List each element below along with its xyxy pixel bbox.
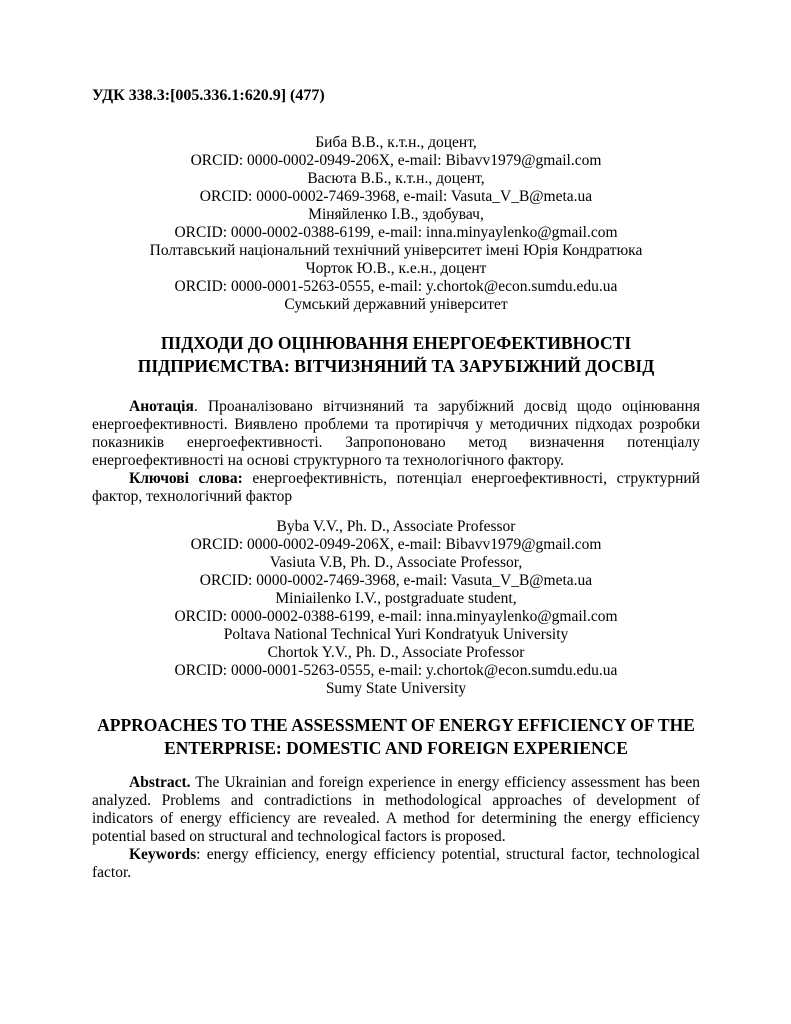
abstract-en	[92, 774, 700, 846]
author-line-en: ORCID: 0000-0002-0949-206X, e-mail: Bibavv1979@gmail.com	[190, 536, 602, 553]
authors-block-en	[92, 518, 700, 698]
keywords-ua-text: енергоефективність, потенціал енергоефективності, структурний фактор, технологічний фактор	[92, 470, 700, 505]
author-line-en: ORCID: 0000-0002-7469-3968, e-mail: Vasuta_V_B@meta.ua	[199, 572, 593, 589]
authors-block-ua	[92, 134, 700, 314]
author-line-ua: ORCID: 0000-0002-0388-6199, e-mail: inna.minyaylenko@gmail.com	[174, 224, 618, 241]
abstract-en-label: Abstract.	[129, 774, 191, 791]
author-line-ua: ORCID: 0000-0001-5263-0555, e-mail: y.chortok@econ.sumdu.edu.ua	[174, 278, 618, 295]
abstract-ua-label: Анотація	[129, 398, 194, 415]
abstract-en-text: The Ukrainian and foreign experience in energy efficiency assessment has been analyzed. Problems and contradictions in methodological approaches of development of indicators of energy efficiency are revealed. A method for determining the energy efficiency potential based on structural and technological factors is proposed.	[92, 774, 700, 845]
keywords-ua-label: Ключові слова:	[129, 470, 243, 487]
keywords-en	[92, 846, 700, 882]
affiliation-ua: Полтавський національний технічний університет імені Юрія Кондратюка	[149, 242, 643, 259]
article-title-ua: ПІДХОДИ ДО ОЦІНЮВАННЯ ЕНЕРГОЕФЕКТИВНОСТІ ПІДПРИЄМСТВА: ВІТЧИЗНЯНИЙ ТА ЗАРУБІЖНИЙ ДОСВІД	[137, 333, 655, 376]
author-line-ua: ORCID: 0000-0002-7469-3968, e-mail: Vasuta_V_B@meta.ua	[199, 188, 593, 205]
article-title-en: APPROACHES TO THE ASSESSMENT OF ENERGY EFFICIENCY OF THE ENTERPRISE: DOMESTIC AND FOREIGN EXPERIENCE	[97, 715, 695, 758]
udc-number: УДК 338.3:[005.336.1:620.9] (477)	[92, 87, 325, 104]
author-line-ua: Васюта В.Б., к.т.н., доцент,	[307, 170, 485, 187]
affiliation-en: Sumy State University	[325, 680, 467, 697]
author-line-ua: Чорток Ю.В., к.е.н., доцент	[305, 260, 487, 277]
keywords-en-text: : energy efficiency, energy efficiency potential, structural factor, technological factor.	[92, 846, 700, 881]
author-line-en: Miniailenko I.V., postgraduate student,	[275, 590, 517, 607]
author-line-en: Byba V.V., Ph. D., Associate Professor	[276, 518, 516, 535]
keywords-ua	[92, 470, 700, 506]
author-line-ua: Биба В.В., к.т.н., доцент,	[315, 134, 477, 151]
author-line-en: Chortok Y.V., Ph. D., Associate Professor	[267, 644, 525, 661]
author-line-ua: Міняйленко І.В., здобувач,	[308, 206, 484, 223]
author-line-en: Vasiuta V.B, Ph. D., Associate Professor,	[269, 554, 523, 571]
abstract-ua	[92, 398, 700, 470]
affiliation-ua: Сумський державний університет	[284, 296, 508, 313]
author-line-en: ORCID: 0000-0001-5263-0555, e-mail: y.chortok@econ.sumdu.edu.ua	[174, 662, 618, 679]
author-line-ua: ORCID: 0000-0002-0949-206X, e-mail: Bibavv1979@gmail.com	[190, 152, 602, 169]
abstract-ua-text: . Проаналізовано вітчизняний та зарубіжний досвід щодо оцінювання енергоефективності. Виявлено проблеми та протиріччя у методичних підходах розробки показників енергоефективності. Запропоновано метод визначення потенціалу енергоефективності на основі структурного та технологічного фактору.	[92, 398, 700, 469]
author-line-en: ORCID: 0000-0002-0388-6199, e-mail: inna.minyaylenko@gmail.com	[174, 608, 618, 625]
keywords-en-label: Keywords	[129, 846, 197, 863]
affiliation-en: Poltava National Technical Yuri Kondratyuk University	[223, 626, 569, 643]
